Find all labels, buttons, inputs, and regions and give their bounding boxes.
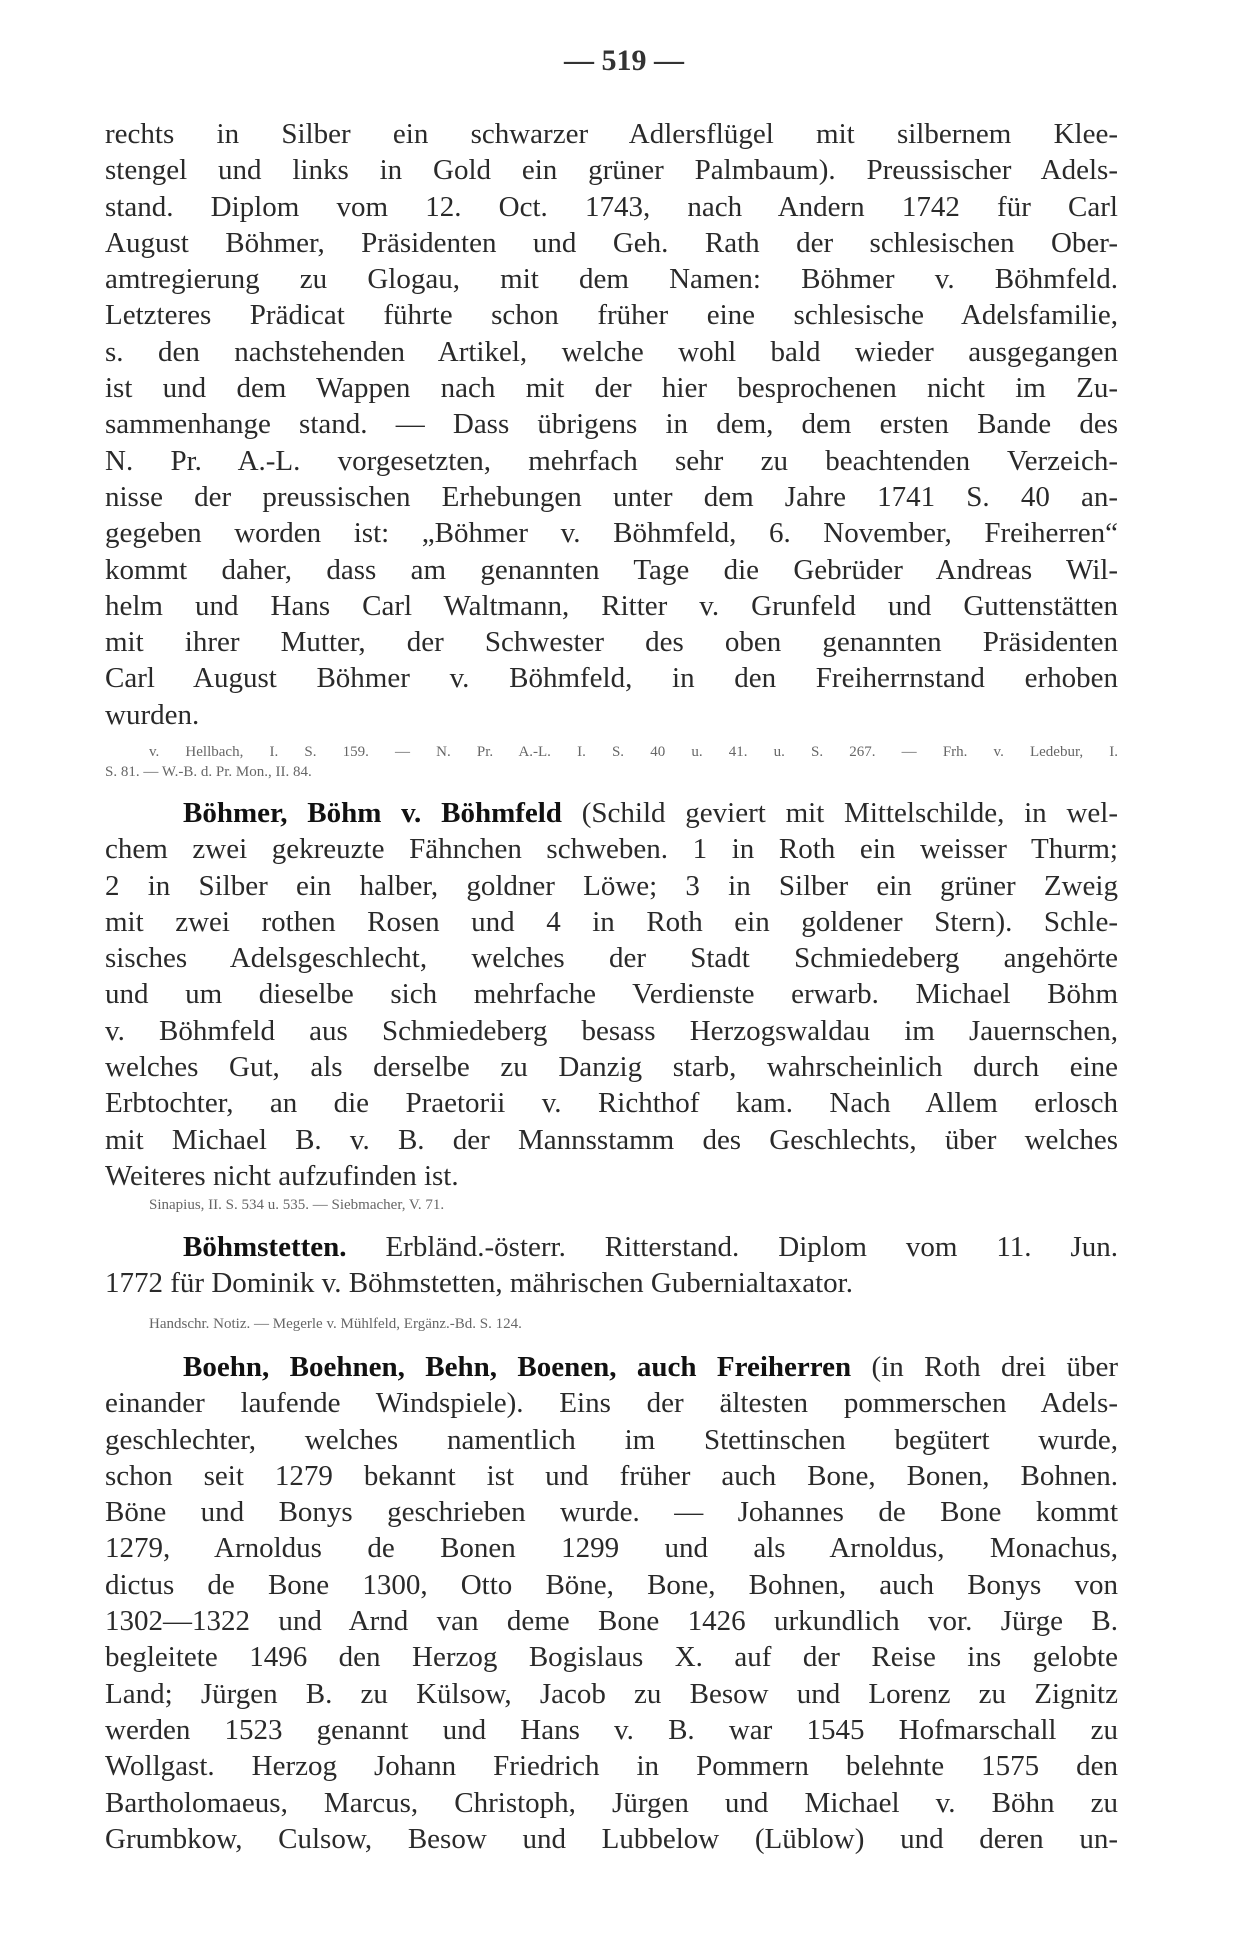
entry-text: (Schild geviert mit Mittelschilde, in wel-: [561, 797, 1118, 829]
text-line: rechts in Silber ein schwarzer Adlersflügel mit silbernem Klee-: [105, 118, 1118, 150]
text-line: v. Böhmfeld aus Schmiedeberg besass Herzogswaldau im Jauernschen,: [105, 1014, 1118, 1047]
entry-headword: Böhmstetten.: [183, 1231, 347, 1263]
text-line: werden 1523 genannt und Hans v. B. war 1545 Hofmarschall zu: [105, 1713, 1118, 1746]
text-line: mit zwei rothen Rosen und 4 in Roth ein goldener Stern). Schle-: [105, 905, 1118, 938]
citation-boehmer: [105, 742, 1118, 782]
text-line: 1302—1322 und Arnd van deme Bone 1426 urkundlich vor. Jürge B.: [105, 1605, 1118, 1638]
text-line: dictus de Bone 1300, Otto Böne, Bone, Bohnen, auch Bonys von: [105, 1568, 1118, 1601]
text-line: 1279, Arnoldus de Bonen 1299 und als Arnoldus, Monachus,: [105, 1532, 1118, 1565]
text-line: stengel und links in Gold ein grüner Palmbaum). Preussischer Adels-: [105, 154, 1118, 187]
text-line: N. Pr. A.-L. vorgesetzten, mehrfach sehr zu beachtenden Verzeich-: [105, 444, 1118, 477]
text-line: s. den nachstehenden Artikel, welche wohl bald wieder ausgegangen: [105, 335, 1118, 368]
text-line: einander laufende Windspiele). Eins der ältesten pommerschen Adels-: [105, 1387, 1118, 1420]
entry-headword: Böhmer, Böhm v. Böhmfeld: [183, 797, 562, 829]
text-line: kommt daher, dass am genannten Tage die Gebrüder Andreas Wil-: [105, 553, 1118, 586]
entry-text: (in Roth drei über: [851, 1351, 1118, 1383]
text-line: chem zwei gekreuzte Fähnchen schweben. 1 in Roth ein weisser Thurm;: [105, 833, 1118, 866]
text-line: Weiteres nicht aufzufinden ist.: [105, 1159, 459, 1192]
entry-boehmstetten: [105, 1229, 1118, 1302]
text-line: amtregierung zu Glogau, mit dem Namen: Böhmer v. Böhmfeld.: [105, 263, 1118, 296]
text-line: stand. Diplom vom 12. Oct. 1743, nach Andern 1742 für Carl: [105, 190, 1118, 223]
text-line: August Böhmer, Präsidenten und Geh. Rath der schlesischen Ober-: [105, 226, 1118, 259]
text-line: Bartholomaeus, Marcus, Christoph, Jürgen und Michael v. Böhn zu: [105, 1786, 1118, 1819]
text-line: mit ihrer Mutter, der Schwester des oben genannten Präsidenten: [105, 626, 1118, 659]
text-line: Grumbkow, Culsow, Besow und Lubbelow (Lüblow) und deren un-: [105, 1822, 1118, 1855]
text-line: Carl August Böhmer v. Böhmfeld, in den Freiherrnstand erhoben: [105, 662, 1118, 695]
text-line: helm und Hans Carl Waltmann, Ritter v. Grunfeld und Guttenstätten: [105, 589, 1118, 622]
text-line: 2 in Silber ein halber, goldner Löwe; 3 in Silber ein grüner Zweig: [105, 869, 1118, 902]
page-number: — 519 —: [564, 44, 684, 77]
text-line: wurden.: [105, 698, 200, 731]
text-line: gegeben worden ist: „Böhmer v. Böhmfeld, 6. November, Freiherren“: [105, 517, 1118, 550]
entry-text: Erbländ.-österr. Ritterstand. Diplom vom 11. Jun.: [346, 1231, 1118, 1263]
citation-line: Sinapius, II. S. 534 u. 535. — Siebmacher, V. 71.: [149, 1197, 445, 1213]
text-line: begleitete 1496 den Herzog Bogislaus X. auf der Reise ins gelobte: [105, 1641, 1118, 1674]
entry-boehn: [105, 1349, 1118, 1857]
text-line: nisse der preussischen Erhebungen unter dem Jahre 1741 S. 40 an-: [105, 480, 1118, 513]
text-line: sammenhange stand. — Dass übrigens in dem, dem ersten Bande des: [105, 408, 1118, 441]
entry-boehmer-boehmfeld: [105, 795, 1118, 1194]
citation-line: Handschr. Notiz. — Megerle v. Mühlfeld, Ergänz.-Bd. S. 124.: [149, 1316, 522, 1332]
text-line: geschlechter, welches namentlich im Stettinschen begütert wurde,: [105, 1423, 1118, 1456]
entry-headword: Boehn, Boehnen, Behn, Boenen, auch Freiherren: [183, 1351, 852, 1383]
text-line: Letzteres Prädicat führte schon früher eine schlesische Adelsfamilie,: [105, 299, 1118, 332]
text-line: und um dieselbe sich mehrfache Verdienste erwarb. Michael Böhm: [105, 978, 1118, 1011]
text-line: welches Gut, als derselbe zu Danzig starb, wahrscheinlich durch eine: [105, 1051, 1118, 1084]
citation-boehmer-boehmfeld: [105, 1195, 1118, 1215]
paragraph-boehmer-continued: [105, 116, 1118, 733]
text-line: mit Michael B. v. B. der Mannsstamm des Geschlechts, über welches: [105, 1123, 1118, 1156]
text-line: sisches Adelsgeschlecht, welches der Stadt Schmiedeberg angehörte: [105, 942, 1118, 975]
text-line: Böne und Bonys geschrieben wurde. — Johannes de Bone kommt: [105, 1496, 1118, 1529]
text-line: ist und dem Wappen nach mit der hier besprochenen nicht im Zu-: [105, 372, 1118, 405]
text-line: Erbtochter, an die Praetorii v. Richthof kam. Nach Allem erlosch: [105, 1087, 1118, 1120]
citation-line: S. 81. — W.-B. d. Pr. Mon., II. 84.: [105, 764, 312, 780]
citation-boehmstetten: [105, 1314, 1118, 1334]
text-line: schon seit 1279 bekannt ist und früher auch Bone, Bonen, Bohnen.: [105, 1459, 1118, 1492]
text-line: Land; Jürgen B. zu Külsow, Jacob zu Besow und Lorenz zu Zignitz: [105, 1677, 1118, 1710]
citation-line: v. Hellbach, I. S. 159. — N. Pr. A.-L. I. S. 40 u. 41. u. S. 267. — Frh. v. Ledebur, I.: [149, 744, 1118, 760]
text-line: Wollgast. Herzog Johann Friedrich in Pommern belehnte 1575 den: [105, 1750, 1118, 1783]
text-line: 1772 für Dominik v. Böhmstetten, mährischen Gubernialtaxator.: [105, 1267, 853, 1300]
